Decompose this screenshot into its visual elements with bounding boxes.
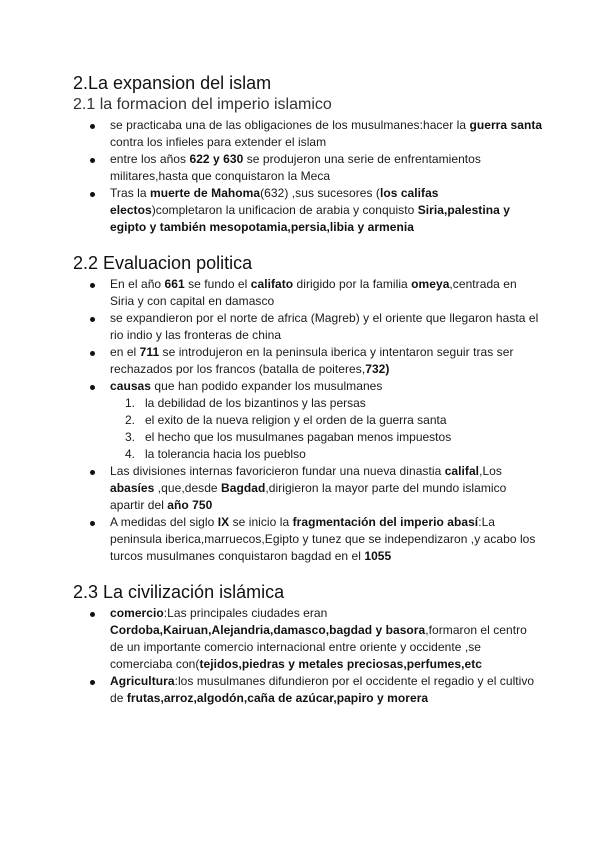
bullet-icon	[90, 124, 95, 129]
bullet-icon	[90, 317, 95, 322]
bullet-icon	[90, 680, 95, 685]
section-2-list	[73, 276, 543, 395]
bullet-icon	[90, 351, 95, 356]
list-item: se expandieron por el norte de africa (Magreb) y el oriente que llegaron hasta el rio indio y las fronteras de china	[73, 310, 543, 344]
section-2-title: 2.2 Evaluacion politica	[73, 253, 253, 273]
bullet-icon	[90, 385, 95, 390]
numbered-item: 4. la tolerancia hacia los pueblso	[125, 447, 306, 461]
list-item: entre los años 622 y 630 se produjeron una serie de enfrentamientos militares,hasta que conquistaron la Meca	[73, 151, 543, 185]
list-item: En el año 661 se fundo el califato dirigido por la familia omeya,centrada en Siria y con capital en damasco	[73, 276, 543, 310]
list-item: Tras la muerte de Mahoma(632) ,sus sucesores (los califas electos)completaron la unificacion de arabia y conquisto Siria,palestina y egipto y también mesopotamia,persia,libia y armenia	[73, 185, 543, 236]
list-item: Agricultura:los musulmanes difundieron por el occidente el regadio y el cultivo de frutas,arroz,algodón,caña de azúcar,papiro y morera	[73, 673, 543, 707]
document-page	[73, 72, 543, 707]
list-item: Las divisiones internas favoricieron fundar una nueva dinastia califal,Los abasíes ,que,desde Bagdad,dirigieron la mayor parte del mundo islamico apartir del año 750	[73, 463, 543, 514]
bullet-icon	[90, 470, 95, 475]
numbered-item: 1. la debilidad de los bizantinos y las persas	[125, 396, 366, 410]
list-item: A medidas del siglo IX se inicio la fragmentación del imperio abasí:La peninsula iberica,marruecos,Egipto y tunez que se independizaron ,y acabo los turcos musulmanes conquistaron bagdad en el 1055	[73, 514, 543, 565]
section-2-list-continued	[73, 463, 543, 565]
section-1-subtitle: 2.1 la formacion del imperio islamico	[73, 96, 332, 113]
numbered-item: 3. el hecho que los musulmanes pagaban menos impuestos	[125, 430, 452, 444]
list-item: en el 711 se introdujeron en la peninsula iberica y intentaron seguir tras ser rechazados por los francos (batalla de poiteres,732)	[73, 344, 543, 378]
list-item: comercio:Las principales ciudades eran Cordoba,Kairuan,Alejandria,damasco,bagdad y basora,formaron el centro de un importante comercio internacional entre oriente y occidente ,se comerciaba con(tejidos,piedras y metales preciosas,perfumes,etc	[73, 605, 543, 673]
section-1-list	[73, 117, 543, 236]
section-3-title: 2.3 La civilización islámica	[73, 582, 285, 602]
bullet-icon	[90, 158, 95, 163]
section-1-title: 2.La expansion del islam	[73, 73, 272, 93]
numbered-item: 2. el exito de la nueva religion y el orden de la guerra santa	[125, 413, 447, 427]
section-3-list	[73, 605, 543, 707]
bullet-icon	[90, 192, 95, 197]
bullet-icon	[90, 283, 95, 288]
bullet-icon	[90, 521, 95, 526]
causes-list	[73, 395, 543, 463]
bullet-icon	[90, 612, 95, 617]
list-item: causas que han podido expander los musulmanes	[73, 378, 543, 395]
list-item: se practicaba una de las obligaciones de los musulmanes:hacer la guerra santa contra los infieles para extender el islam	[73, 117, 543, 151]
